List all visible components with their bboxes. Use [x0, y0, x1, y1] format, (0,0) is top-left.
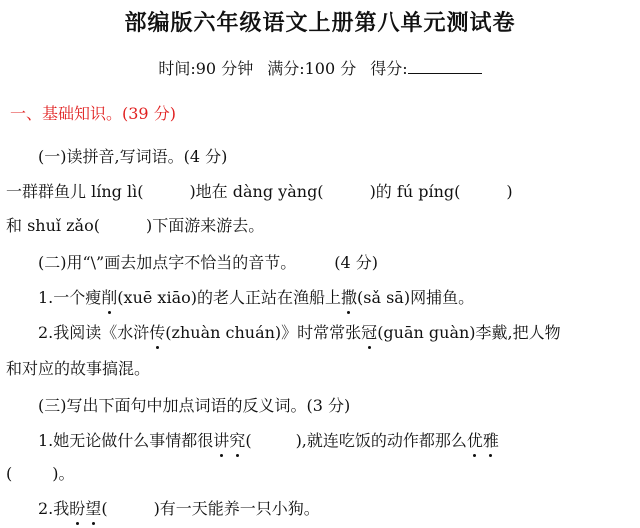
q3-heading: (三)写出下面句中加点词语的反义词。(3 分): [38, 396, 351, 415]
dotted-char: 冠: [361, 323, 378, 342]
full-score: 满分:100 分: [267, 59, 357, 78]
q3-item-2: 2.我盼望( )有一天能养一只小狗。: [38, 499, 320, 518]
dotted-char: 雅: [482, 431, 499, 450]
dotted-char: 盼: [69, 499, 86, 518]
q2-item-2-continued: 和对应的故事搞混。: [6, 359, 151, 378]
q3-item-1-continued: ( )。: [6, 464, 75, 483]
dotted-char: 优: [466, 431, 483, 450]
dotted-char: 传: [149, 323, 166, 342]
q2-item-1: 1.一个瘦削(xuē xiāo)的老人正站在渔船上撒(sǎ sā)网捕鱼。: [38, 288, 475, 307]
dotted-char: 望: [85, 499, 102, 518]
dotted-char: 削: [101, 288, 118, 307]
exam-meta: [0, 56, 640, 79]
page-title: 部编版六年级语文上册第八单元测试卷: [124, 11, 516, 36]
q1-heading: (一)读拼音,写词语。(4 分): [38, 147, 228, 166]
score-blank[interactable]: [408, 59, 482, 74]
time-limit: 时间:90 分钟: [158, 59, 254, 78]
section-heading-basics: 一、基础知识。(39 分): [10, 104, 176, 123]
q2-item-2: 2.我阅读《水浒传(zhuàn chuán)》时常常张冠(guān guàn)李戴,把人物: [38, 323, 561, 342]
q3-item-1: 1.她无论做什么事情都很讲究( ),就连吃饭的动作都那么优雅: [38, 431, 499, 450]
score-label: 得分:: [370, 59, 408, 78]
dotted-char: 究: [229, 431, 246, 450]
q2-heading: (二)用“\”画去加点字不恰当的音节。 (4 分): [38, 253, 379, 272]
q1-line-1: 一群群鱼儿 líng lì( )地在 dàng yàng( )的 fú píng( ): [6, 182, 513, 201]
dotted-char: 讲: [213, 431, 230, 450]
dotted-char: 撒: [340, 288, 357, 307]
q1-line-2: 和 shuǐ zǎo( )下面游来游去。: [6, 216, 265, 235]
